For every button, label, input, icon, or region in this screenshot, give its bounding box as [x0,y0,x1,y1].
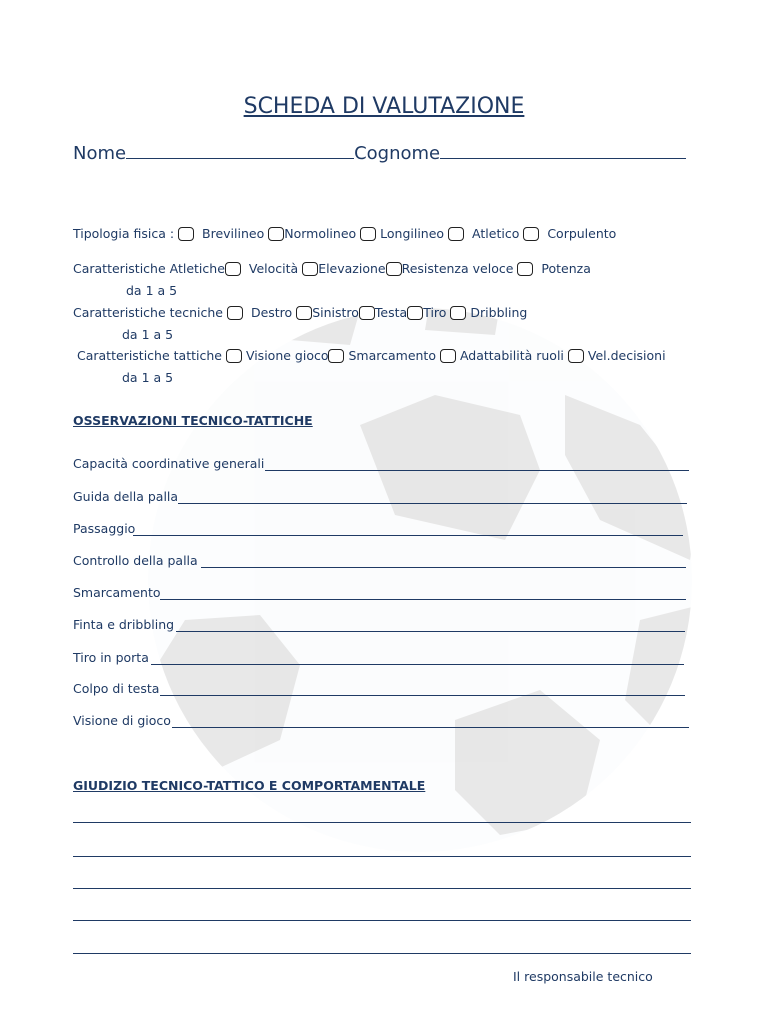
obs-label: Controllo della palla [73,553,198,568]
checkbox-resistenza-veloce[interactable] [386,262,402,276]
name-label: Nome [73,143,127,164]
name-field[interactable] [126,142,354,159]
checkbox-visione-gioco[interactable] [226,349,242,363]
option-label: Adattabilità ruoli [459,348,564,363]
row-atletiche [73,261,591,276]
checkbox-smarcamento[interactable] [328,349,344,363]
row-tattiche [77,348,666,363]
obs-line[interactable] [151,664,684,665]
option-label: Dribbling [470,305,528,320]
obs-label: Passaggio [73,521,136,536]
obs-label: Colpo di testa [73,681,160,696]
row-tecniche [73,305,527,320]
obs-line[interactable] [265,470,689,471]
option-label: Potenza [541,261,591,276]
option-label: Elevazione [318,261,386,276]
obs-label: Capacità coordinative generali [73,456,265,471]
tecniche-scale: da 1 a 5 [122,327,174,342]
option-label: Visione gioco [245,348,329,363]
checkbox-testa[interactable] [359,306,375,320]
atletiche-label: Caratteristiche Atletiche [73,261,225,276]
judgement-line[interactable] [73,856,691,857]
option-label: Atletico [472,226,520,241]
obs-line[interactable] [133,535,683,536]
option-label: Resistenza veloce [401,261,514,276]
option-label: Tiro [423,305,447,320]
checkbox-potenza[interactable] [517,262,533,276]
checkbox-atletico[interactable] [448,227,464,241]
observations-heading: OSSERVAZIONI TECNICO-TATTICHE [73,413,313,428]
surname-label: Cognome [354,143,441,164]
atletiche-scale: da 1 a 5 [126,283,178,298]
tattiche-label: Caratteristiche tattiche [77,348,222,363]
option-label: Longilineo [380,226,445,241]
checkbox-corpulento[interactable] [523,227,539,241]
option-label: Corpulento [547,226,617,241]
checkbox-adattabilita-ruoli[interactable] [440,349,456,363]
checkbox-vel-decisioni[interactable] [568,349,584,363]
checkbox-longilineo[interactable] [360,227,376,241]
checkbox-elevazione[interactable] [302,262,318,276]
obs-line[interactable] [160,695,685,696]
obs-line[interactable] [176,631,685,632]
signature-label: Il responsabile tecnico [513,969,653,984]
obs-label: Tiro in porta [73,650,149,665]
option-label: Velocità [248,261,299,276]
judgement-line[interactable] [73,920,691,921]
checkbox-normolineo[interactable] [268,227,284,241]
judgement-line[interactable] [73,822,691,823]
form-title: SCHEDA DI VALUTAZIONE [243,94,525,119]
option-label: Normolineo [284,226,357,241]
judgement-line[interactable] [73,953,691,954]
option-label: Smarcamento [348,348,436,363]
surname-field[interactable] [440,142,686,159]
option-label: Destro [250,305,293,320]
obs-label: Smarcamento [73,585,161,600]
checkbox-dribbling[interactable] [450,306,466,320]
name-row [73,142,686,164]
obs-line[interactable] [201,567,686,568]
checkbox-brevilineo[interactable] [178,227,194,241]
tattiche-scale: da 1 a 5 [122,370,174,385]
judgement-line[interactable] [73,888,691,889]
option-label: Testa [374,305,408,320]
obs-line[interactable] [160,599,686,600]
checkbox-velocita[interactable] [225,262,241,276]
judgement-heading: GIUDIZIO TECNICO-TATTICO E COMPORTAMENTALE [73,778,426,793]
tipologia-label: Tipologia fisica : [73,226,175,241]
obs-line[interactable] [178,503,687,504]
obs-label: Guida della palla [73,489,179,504]
obs-line[interactable] [172,727,689,728]
obs-label: Visione di gioco [73,713,171,728]
checkbox-sinistro[interactable] [296,306,312,320]
checkbox-destro[interactable] [227,306,243,320]
option-label: Sinistro [312,305,359,320]
checkbox-tiro[interactable] [407,306,423,320]
tecniche-label: Caratteristiche tecniche [73,305,223,320]
option-label: Brevilineo [202,226,265,241]
row-tipologia [73,226,616,241]
option-label: Vel.decisioni [587,348,666,363]
obs-label: Finta e dribbling [73,617,175,632]
